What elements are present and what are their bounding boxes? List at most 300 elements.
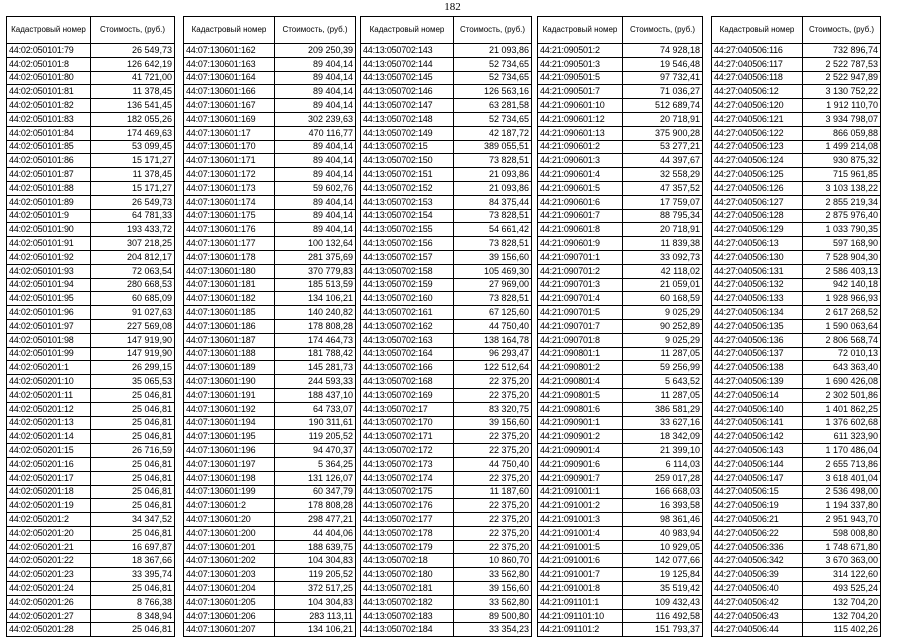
table-row: [712, 71, 881, 85]
cost-cell: 67 125,60: [454, 306, 532, 320]
cadastre-number-cell: 44:21:091001:3: [538, 513, 623, 527]
table-row: [7, 457, 175, 471]
cadastre-number-cell: 44:13:050702:145: [361, 71, 454, 85]
cadastre-number-cell: 44:13:050702:153: [361, 195, 454, 209]
cadastre-number-cell: 44:02:050201:22: [7, 554, 91, 568]
table-row: [712, 333, 881, 347]
cadastre-number-cell: 44:21:090701:8: [538, 333, 623, 347]
cost-cell: 100 132,64: [275, 237, 356, 251]
cost-cell: 15 171,27: [91, 154, 175, 168]
table-row: [184, 402, 356, 416]
table-row: [7, 154, 175, 168]
table-row: [361, 375, 532, 389]
table-row: [712, 540, 881, 554]
cadastre-number-cell: 44:13:050702:177: [361, 513, 454, 527]
cost-cell: 470 116,77: [275, 126, 356, 140]
cost-cell: 10 929,05: [623, 540, 703, 554]
cadastre-number-cell: 44:27:040506:342: [712, 554, 803, 568]
table-row: [7, 306, 175, 320]
table-row: [7, 112, 175, 126]
cadastre-number-cell: 44:02:050101:9: [7, 209, 91, 223]
cadastre-number-cell: 44:07:130601:162: [184, 44, 275, 58]
cost-cell: 126 642,19: [91, 57, 175, 71]
table-row: [361, 319, 532, 333]
table-row: [712, 568, 881, 582]
cadastre-number-cell: 44:13:050702:163: [361, 333, 454, 347]
cadastre-number-cell: 44:07:130601:182: [184, 292, 275, 306]
table-row: [7, 609, 175, 623]
cadastre-number-cell: 44:02:050101:96: [7, 306, 91, 320]
cost-cell: 27 969,00: [454, 278, 532, 292]
table-row: [538, 278, 703, 292]
cadastre-table-5: [711, 16, 881, 637]
table-row: [712, 582, 881, 596]
cadastre-number-cell: 44:21:090801:5: [538, 388, 623, 402]
cost-cell: 22 375,20: [454, 430, 532, 444]
cadastre-number-cell: 44:13:050702:160: [361, 292, 454, 306]
cost-cell: 643 363,40: [803, 361, 881, 375]
table-row: [184, 306, 356, 320]
cadastre-number-cell: 44:27:040506:22: [712, 526, 803, 540]
cost-cell: 22 375,20: [454, 513, 532, 527]
table-row: [538, 499, 703, 513]
cost-cell: 119 205,52: [275, 430, 356, 444]
table-row: [538, 306, 703, 320]
cost-cell: 39 156,60: [454, 250, 532, 264]
cost-cell: 25 046,81: [91, 402, 175, 416]
table-row: [712, 99, 881, 113]
cost-cell: 8 348,94: [91, 609, 175, 623]
table-row: [712, 209, 881, 223]
table-row: [538, 154, 703, 168]
cadastre-number-cell: 44:27:040506:19: [712, 499, 803, 513]
table-row: [361, 168, 532, 182]
cost-cell: 25 046,81: [91, 582, 175, 596]
cadastre-number-cell: 44:21:090601:6: [538, 195, 623, 209]
table-row: [7, 526, 175, 540]
table-row: [538, 457, 703, 471]
cost-cell: 2 951 943,70: [803, 513, 881, 527]
cadastre-number-cell: 44:02:050101:98: [7, 333, 91, 347]
cost-cell: 22 375,20: [454, 444, 532, 458]
cadastre-number-cell: 44:21:090601:5: [538, 181, 623, 195]
cadastre-number-cell: 44:07:130601:196: [184, 444, 275, 458]
cost-cell: 9 025,29: [623, 333, 703, 347]
cadastre-number-cell: 44:07:130601:173: [184, 181, 275, 195]
table-row: [7, 264, 175, 278]
cost-cell: 97 732,41: [623, 71, 703, 85]
cadastre-table-1: [6, 16, 175, 637]
cadastre-number-cell: 44:27:040506:147: [712, 471, 803, 485]
cost-cell: 73 828,51: [454, 209, 532, 223]
table-row: [712, 554, 881, 568]
cost-cell: 25 046,81: [91, 499, 175, 513]
cost-cell: 22 375,20: [454, 499, 532, 513]
table-row: [361, 140, 532, 154]
table-row: [361, 209, 532, 223]
table-header-row: [184, 17, 356, 44]
cadastre-number-cell: 44:21:090501:3: [538, 57, 623, 71]
table-row: [7, 237, 175, 251]
table-row: [184, 264, 356, 278]
cadastre-number-cell: 44:21:091101:1: [538, 595, 623, 609]
cadastre-number-cell: 44:21:090701:3: [538, 278, 623, 292]
cost-cell: 372 517,25: [275, 582, 356, 596]
cadastre-number-cell: 44:13:050702:144: [361, 57, 454, 71]
table-row: [184, 595, 356, 609]
cadastre-number-cell: 44:27:040506:118: [712, 71, 803, 85]
table-row: [712, 237, 881, 251]
table-row: [361, 609, 532, 623]
cost-cell: 132 704,20: [803, 609, 881, 623]
cadastre-number-cell: 44:21:091001:5: [538, 540, 623, 554]
table-row: [361, 250, 532, 264]
cost-cell: 138 164,78: [454, 333, 532, 347]
cost-cell: 188 639,75: [275, 540, 356, 554]
cost-cell: 53 277,21: [623, 140, 703, 154]
table-row: [361, 513, 532, 527]
cadastre-number-cell: 44:07:130601:186: [184, 319, 275, 333]
cadastre-number-cell: 44:21:090901:6: [538, 457, 623, 471]
table-row: [184, 250, 356, 264]
cadastre-number-cell: 44:07:130601:169: [184, 112, 275, 126]
cost-cell: 89 404,14: [275, 140, 356, 154]
table-row: [361, 237, 532, 251]
table-row: [538, 540, 703, 554]
cadastre-number-cell: 44:21:091001:1: [538, 485, 623, 499]
table-row: [538, 44, 703, 58]
table-row: [538, 264, 703, 278]
cadastre-number-cell: 44:13:050702:175: [361, 485, 454, 499]
cost-cell: 174 464,73: [275, 333, 356, 347]
table-row: [361, 112, 532, 126]
cadastre-number-cell: 44:07:130601:206: [184, 609, 275, 623]
cost-cell: 25 046,81: [91, 623, 175, 637]
cost-cell: 3 103 138,22: [803, 181, 881, 195]
cost-cell: 39 156,60: [454, 416, 532, 430]
cost-cell: 370 779,83: [275, 264, 356, 278]
table-row: [361, 485, 532, 499]
cost-cell: 42 118,02: [623, 264, 703, 278]
cost-cell: 9 025,29: [623, 306, 703, 320]
cost-cell: 597 168,90: [803, 237, 881, 251]
table-row: [184, 582, 356, 596]
table-row: [7, 85, 175, 99]
cost-cell: 89 404,14: [275, 85, 356, 99]
table-row: [7, 347, 175, 361]
table-row: [7, 582, 175, 596]
cost-cell: 3 618 401,04: [803, 471, 881, 485]
cadastre-number-cell: 44:21:090801:1: [538, 347, 623, 361]
table-row: [712, 499, 881, 513]
cadastre-number-cell: 44:27:040506:134: [712, 306, 803, 320]
cadastre-number-cell: 44:21:090701:7: [538, 319, 623, 333]
table-row: [361, 568, 532, 582]
table-row: [184, 485, 356, 499]
table-row: [712, 430, 881, 444]
cost-cell: 21 399,10: [623, 444, 703, 458]
table-row: [184, 568, 356, 582]
cadastre-number-cell: 44:21:090601:3: [538, 154, 623, 168]
table-row: [712, 471, 881, 485]
cost-cell: 35 519,42: [623, 582, 703, 596]
cadastre-number-cell: 44:21:091001:4: [538, 526, 623, 540]
cadastre-number-cell: 44:27:040506:136: [712, 333, 803, 347]
cadastre-number-cell: 44:02:050201:28: [7, 623, 91, 637]
table-row: [538, 361, 703, 375]
table-row: [538, 430, 703, 444]
table-row: [538, 112, 703, 126]
table-row: [538, 237, 703, 251]
table-row: [7, 168, 175, 182]
cost-cell: 3 670 363,00: [803, 554, 881, 568]
table-row: [361, 471, 532, 485]
table-row: [538, 526, 703, 540]
table-row: [712, 319, 881, 333]
cadastre-number-cell: 44:07:130601:164: [184, 71, 275, 85]
cadastre-number-cell: 44:13:050702:158: [361, 264, 454, 278]
cost-cell: 375 900,28: [623, 126, 703, 140]
cadastre-number-cell: 44:13:050702:181: [361, 582, 454, 596]
cost-cell: 64 733,07: [275, 402, 356, 416]
cadastre-number-cell: 44:21:090601:12: [538, 112, 623, 126]
cost-cell: 21 093,86: [454, 168, 532, 182]
table-row: [361, 181, 532, 195]
cadastre-number-cell: 44:07:130601:2: [184, 499, 275, 513]
cost-cell: 26 716,59: [91, 444, 175, 458]
table-row: [7, 595, 175, 609]
cost-cell: 33 627,16: [623, 416, 703, 430]
table-row: [538, 444, 703, 458]
cadastre-number-cell: 44:07:130601:175: [184, 209, 275, 223]
cost-cell: 5 364,25: [275, 457, 356, 471]
cadastre-number-cell: 44:07:130601:166: [184, 85, 275, 99]
cadastre-table-2: [183, 16, 356, 637]
cost-cell: 145 281,73: [275, 361, 356, 375]
cost-cell: 33 562,80: [454, 595, 532, 609]
cost-cell: 1 748 671,80: [803, 540, 881, 554]
cost-cell: 732 896,74: [803, 44, 881, 58]
cost-cell: 1 194 337,80: [803, 499, 881, 513]
table-row: [7, 430, 175, 444]
cadastre-number-cell: 44:27:040506:143: [712, 444, 803, 458]
cost-cell: 44 397,67: [623, 154, 703, 168]
cost-cell: 134 106,21: [275, 623, 356, 637]
table-row: [538, 485, 703, 499]
table-row: [361, 278, 532, 292]
cost-cell: 72 063,54: [91, 264, 175, 278]
cost-cell: 64 781,33: [91, 209, 175, 223]
cadastre-number-cell: 44:21:090901:4: [538, 444, 623, 458]
table-row: [538, 554, 703, 568]
cadastre-number-cell: 44:02:050201:16: [7, 457, 91, 471]
table-row: [712, 112, 881, 126]
cadastre-number-cell: 44:27:040506:122: [712, 126, 803, 140]
table-row: [7, 540, 175, 554]
table-row: [361, 306, 532, 320]
cadastre-number-cell: 44:21:091101:10: [538, 609, 623, 623]
table-row: [538, 71, 703, 85]
cost-cell: 193 433,72: [91, 223, 175, 237]
cadastre-number-cell: 44:27:040506:124: [712, 154, 803, 168]
table-row: [184, 126, 356, 140]
cost-cell: 52 734,65: [454, 57, 532, 71]
cost-cell: 11 187,60: [454, 485, 532, 499]
table-row: [712, 168, 881, 182]
cadastre-number-cell: 44:13:050702:164: [361, 347, 454, 361]
cost-cell: 52 734,65: [454, 112, 532, 126]
cost-cell: 25 046,81: [91, 416, 175, 430]
cost-cell: 188 437,10: [275, 388, 356, 402]
cadastre-number-cell: 44:02:050101:83: [7, 112, 91, 126]
cost-cell: 19 125,84: [623, 568, 703, 582]
table-row: [184, 333, 356, 347]
cadastre-number-cell: 44:21:090701:2: [538, 264, 623, 278]
table-row: [361, 85, 532, 99]
cost-cell: 209 250,39: [275, 44, 356, 58]
table-header-row: [361, 17, 532, 44]
table-row: [361, 623, 532, 637]
table-row: [7, 99, 175, 113]
cadastre-number-cell: 44:21:090901:7: [538, 471, 623, 485]
cost-cell: 493 525,24: [803, 582, 881, 596]
cadastre-number-cell: 44:07:130601:198: [184, 471, 275, 485]
cost-cell: 2 536 498,00: [803, 485, 881, 499]
table-row: [538, 99, 703, 113]
table-row: [538, 181, 703, 195]
table-row: [538, 513, 703, 527]
table-row: [712, 388, 881, 402]
table-row: [538, 57, 703, 71]
cadastre-number-cell: 44:27:040506:125: [712, 168, 803, 182]
cadastre-number-cell: 44:21:090601:8: [538, 223, 623, 237]
cadastre-number-cell: 44:27:040506:139: [712, 375, 803, 389]
cadastre-number-cell: 44:02:050201:2: [7, 513, 91, 527]
cadastre-number-cell: 44:21:091001:2: [538, 499, 623, 513]
table-header-row: [712, 17, 881, 44]
table-row: [184, 154, 356, 168]
header-cadastre-number: Кадастровый номер: [184, 17, 275, 44]
cadastre-number-cell: 44:07:130601:170: [184, 140, 275, 154]
cost-cell: 44 750,40: [454, 457, 532, 471]
table-row: [184, 292, 356, 306]
cadastre-number-cell: 44:07:130601:194: [184, 416, 275, 430]
cost-cell: 126 563,16: [454, 85, 532, 99]
cadastre-number-cell: 44:27:040506:130: [712, 250, 803, 264]
cost-cell: 147 919,90: [91, 333, 175, 347]
cost-cell: 40 983,94: [623, 526, 703, 540]
cadastre-number-cell: 44:21:090501:5: [538, 71, 623, 85]
cost-cell: 25 046,81: [91, 471, 175, 485]
cost-cell: 22 375,20: [454, 540, 532, 554]
cadastre-number-cell: 44:21:090601:10: [538, 99, 623, 113]
table-row: [712, 457, 881, 471]
cadastre-number-cell: 44:21:090501:2: [538, 44, 623, 58]
cost-cell: 25 046,81: [91, 388, 175, 402]
cadastre-number-cell: 44:02:050201:21: [7, 540, 91, 554]
table-row: [712, 292, 881, 306]
table-row: [538, 388, 703, 402]
table-row: [361, 554, 532, 568]
table-row: [184, 319, 356, 333]
cost-cell: 21 093,86: [454, 44, 532, 58]
table-row: [712, 154, 881, 168]
table-row: [712, 223, 881, 237]
table-row: [7, 375, 175, 389]
cadastre-number-cell: 44:07:130601:207: [184, 623, 275, 637]
cadastre-number-cell: 44:07:130601:20: [184, 513, 275, 527]
cost-cell: 60 168,59: [623, 292, 703, 306]
cadastre-number-cell: 44:13:050702:169: [361, 388, 454, 402]
cost-cell: 181 788,42: [275, 347, 356, 361]
table-row: [538, 416, 703, 430]
cadastre-number-cell: 44:02:050201:26: [7, 595, 91, 609]
cadastre-number-cell: 44:27:040506:132: [712, 278, 803, 292]
cadastre-number-cell: 44:07:130601:187: [184, 333, 275, 347]
table-row: [184, 181, 356, 195]
table-row: [538, 140, 703, 154]
table-row: [184, 430, 356, 444]
table-row: [361, 444, 532, 458]
table-row: [712, 595, 881, 609]
cadastre-number-cell: 44:27:040506:142: [712, 430, 803, 444]
cadastre-number-cell: 44:21:090601:7: [538, 209, 623, 223]
table-row: [712, 609, 881, 623]
cadastre-number-cell: 44:13:050702:151: [361, 168, 454, 182]
cadastre-number-cell: 44:13:050702:174: [361, 471, 454, 485]
cadastre-number-cell: 44:13:050702:171: [361, 430, 454, 444]
cadastre-number-cell: 44:27:040506:141: [712, 416, 803, 430]
cadastre-number-cell: 44:13:050702:156: [361, 237, 454, 251]
table-row: [7, 554, 175, 568]
table-row: [7, 57, 175, 71]
cadastre-number-cell: 44:07:130601:167: [184, 99, 275, 113]
cadastre-number-cell: 44:27:040506:12: [712, 85, 803, 99]
cost-cell: 2 522 947,89: [803, 71, 881, 85]
cadastre-number-cell: 44:13:050702:154: [361, 209, 454, 223]
table-row: [7, 402, 175, 416]
cadastre-number-cell: 44:13:050702:161: [361, 306, 454, 320]
cost-cell: 2 617 268,52: [803, 306, 881, 320]
cadastre-number-cell: 44:21:091001:8: [538, 582, 623, 596]
cost-cell: 122 512,64: [454, 361, 532, 375]
table-row: [184, 237, 356, 251]
cost-cell: 11 287,05: [623, 388, 703, 402]
table-row: [361, 388, 532, 402]
cadastre-number-cell: 44:21:091001:6: [538, 554, 623, 568]
cost-cell: 26 549,73: [91, 44, 175, 58]
cost-cell: 119 205,52: [275, 568, 356, 582]
cadastre-number-cell: 44:07:130601:188: [184, 347, 275, 361]
cadastre-number-cell: 44:21:090601:13: [538, 126, 623, 140]
cadastre-number-cell: 44:21:090801:6: [538, 402, 623, 416]
cost-cell: 32 558,29: [623, 168, 703, 182]
cadastre-number-cell: 44:13:050702:172: [361, 444, 454, 458]
table-row: [7, 361, 175, 375]
cadastre-number-cell: 44:02:050201:27: [7, 609, 91, 623]
table-row: [361, 195, 532, 209]
cadastre-number-cell: 44:02:050101:80: [7, 71, 91, 85]
cost-cell: 104 304,83: [275, 554, 356, 568]
cost-cell: 512 689,74: [623, 99, 703, 113]
cost-cell: 18 367,66: [91, 554, 175, 568]
table-row: [7, 126, 175, 140]
cadastre-number-cell: 44:27:040506:40: [712, 582, 803, 596]
cadastre-number-cell: 44:02:050201:10: [7, 375, 91, 389]
table-row: [538, 168, 703, 182]
cadastre-number-cell: 44:07:130601:171: [184, 154, 275, 168]
cost-cell: 74 928,18: [623, 44, 703, 58]
